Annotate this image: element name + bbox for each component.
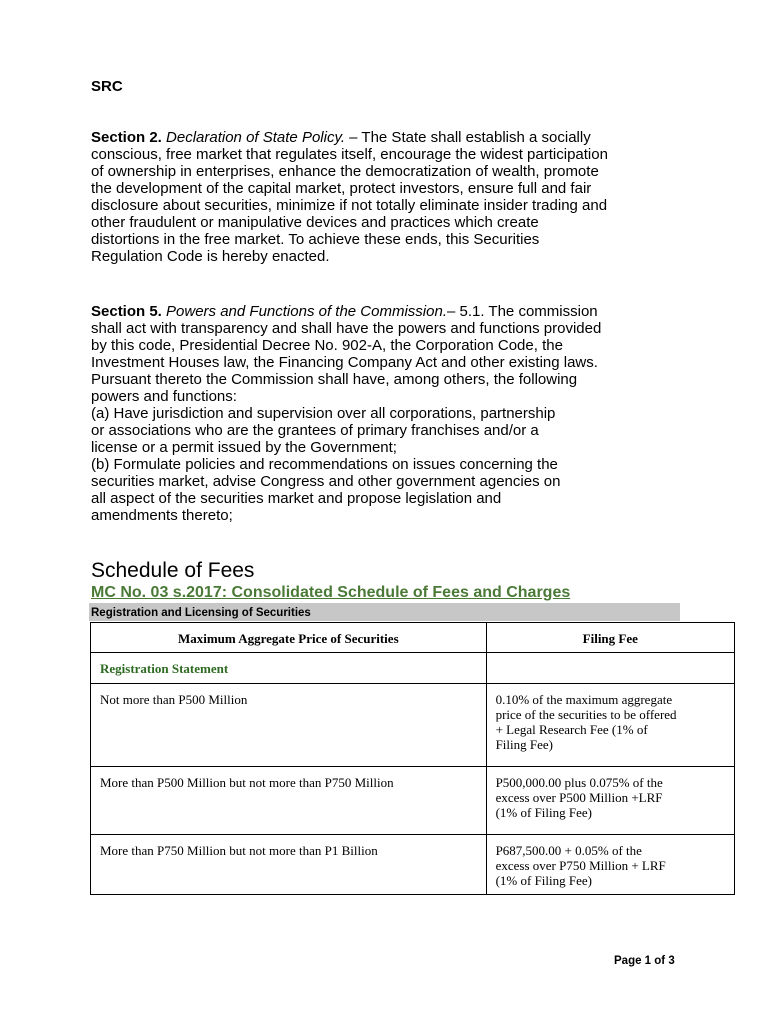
fee-line: 0.10% of the maximum aggregate (495, 692, 673, 707)
section-5-line: all aspect of the securities market and propose legislation and (91, 490, 502, 507)
fee-line: P687,500.00 + 0.05% of the (495, 843, 642, 858)
section-5-line: amendments thereto; (91, 507, 233, 524)
header-filing-fee: Filing Fee (486, 623, 734, 653)
section-5-line: by this code, Presidential Decree No. 902-A, the Corporation Code, the (91, 337, 563, 354)
price-cell: More than P750 Million but not more than P1 Billion (91, 835, 487, 895)
table-row (91, 835, 735, 895)
section-5-first-line (91, 303, 691, 320)
fee-line: P500,000.00 plus 0.075% of the (495, 775, 663, 790)
section-2-line: distortions in the free market. To achieve these ends, this Securities (91, 231, 540, 248)
section-5-line: (b) Formulate policies and recommendations on issues concerning the (91, 456, 558, 473)
section-5-line: securities market, advise Congress and other government agencies on (91, 473, 561, 490)
table-row (91, 767, 735, 835)
section-2-first-line (91, 129, 691, 146)
section-2-first-line-text: – The State shall establish a socially (345, 129, 591, 146)
price-cell: More than P500 Million but not more than P750 Million (91, 767, 487, 835)
fees-table (90, 622, 735, 895)
section-2-title: Section 2. (91, 129, 162, 146)
fee-line: (1% of Filing Fee) (495, 805, 592, 820)
section-2 (91, 129, 691, 265)
section-5-title: Section 5. (91, 303, 162, 320)
registration-statement-label: Registration Statement (91, 653, 487, 684)
section-5 (91, 303, 691, 524)
section-2-line: conscious, free market that regulates itself, encourage the widest participation (91, 146, 608, 163)
registration-section-label: Registration and Licensing of Securities (91, 607, 311, 619)
section-2-line: the development of the capital market, protect investors, ensure full and fair (91, 180, 592, 197)
schedule-title: Schedule of Fees (91, 559, 255, 582)
section-2-line: disclosure about securities, minimize if not totally eliminate insider trading and (91, 197, 608, 214)
mc-circular-title: MC No. 03 s.2017: Consolidated Schedule of Fees and Charges (91, 584, 571, 601)
registration-section-bar (89, 603, 680, 621)
section-2-line: other fraudulent or manipulative devices and practices which create (91, 214, 539, 231)
section-2-subtitle: Declaration of State Policy. (166, 129, 346, 146)
section-2-line: of ownership in enterprises, enhance the democratization of wealth, promote (91, 163, 599, 180)
price-cell: Not more than P500 Million (91, 684, 487, 767)
page-number: Page 1 of 3 (614, 955, 675, 967)
fee-line: excess over P750 Million + LRF (495, 858, 666, 873)
section-5-line: or associations who are the grantees of primary franchises and/or a (91, 422, 539, 439)
header-max-price: Maximum Aggregate Price of Securities (91, 623, 487, 653)
table-row (91, 684, 735, 767)
section-2-line: Regulation Code is hereby enacted. (91, 248, 330, 265)
table-subheader-row (91, 653, 735, 684)
fee-cell (486, 835, 734, 895)
fee-cell (486, 684, 734, 767)
fee-line: + Legal Research Fee (1% of (495, 722, 648, 737)
empty-cell (486, 653, 734, 684)
fee-cell (486, 767, 734, 835)
section-5-line: Pursuant thereto the Commission shall have, among others, the following (91, 371, 578, 388)
section-5-line: (a) Have jurisdiction and supervision over all corporations, partnership (91, 405, 556, 422)
fee-line: excess over P500 Million +LRF (495, 790, 663, 805)
fee-line: Filing Fee) (495, 737, 553, 752)
section-5-line: powers and functions: (91, 388, 237, 405)
section-5-subtitle: Powers and Functions of the Commission. (166, 303, 447, 320)
section-5-line: Investment Houses law, the Financing Company Act and other existing laws. (91, 354, 598, 371)
fee-line: price of the securities to be offered (495, 707, 677, 722)
table-header-row (91, 623, 735, 653)
section-5-line: shall act with transparency and shall have the powers and functions provided (91, 320, 602, 337)
section-5-first-line-text: – 5.1. The commission (447, 303, 598, 320)
document-label: SRC (91, 78, 123, 95)
fee-line: (1% of Filing Fee) (495, 873, 592, 888)
section-5-line: license or a permit issued by the Government; (91, 439, 397, 456)
